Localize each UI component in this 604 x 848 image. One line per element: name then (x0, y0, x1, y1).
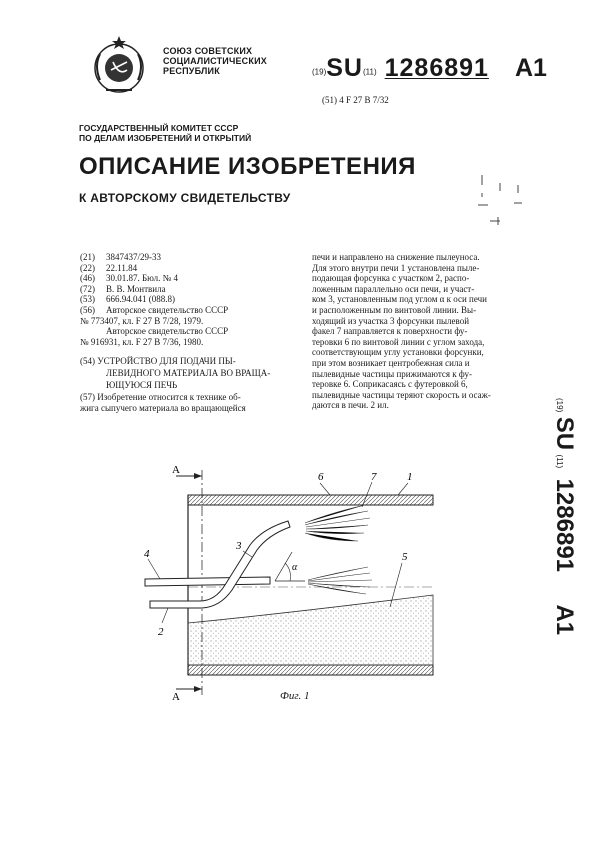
abstract-line: ком 3, установленным под углом α к оси печи (312, 294, 487, 305)
label-1: 1 (407, 471, 413, 483)
committee-line: ПО ДЕЛАМ ИЗОБРЕТЕНИЙ И ОТКРЫТИЙ (79, 133, 252, 143)
country-code: SU (551, 416, 578, 451)
abstract-line: ходящий из участка 3 форсунки пылевой (312, 315, 470, 326)
abstract-line: факел 7 направляется к поверхности фу- (312, 326, 468, 337)
label-6: 6 (318, 471, 324, 483)
org-line: СОЮЗ СОВЕТСКИХ (163, 46, 253, 56)
dust-jet-lower (308, 567, 372, 594)
abstract-start-line: (57) Изобретение относится к технике об- (80, 392, 241, 403)
inid-code: (53) (80, 294, 95, 305)
udc-code: 666.94.041 (088.8) (106, 294, 175, 305)
abstract-line: Для этого внутри печи 1 установлена пыле- (312, 262, 480, 273)
country-code: SU (326, 54, 363, 82)
kind-code: A1 (514, 54, 547, 82)
patent-number-block (312, 54, 547, 83)
abstract-line: даются в печи. 2 ил. (312, 400, 389, 411)
inid-11: (11) (555, 454, 564, 469)
abstract-line: теровки 6 по винтовой линии с углом захода, (312, 336, 485, 347)
lining-top (188, 495, 433, 505)
registration-marks (470, 173, 540, 233)
abstract-line: ложенным параллельно оси печи, и участ- (312, 283, 475, 294)
section-label-top: A (172, 464, 180, 476)
org-line: РЕСПУБЛИК (163, 66, 220, 76)
nozzle-section-2-3 (150, 521, 290, 608)
bibliographic-data (80, 252, 308, 414)
abstract-line: при этом возникает центробежная сила и (312, 357, 470, 368)
invention-title-line: (54) УСТРОЙСТВО ДЛЯ ПОДАЧИ ПЫ- (80, 356, 236, 367)
cited-reference: Авторское свидетельство СССР (106, 326, 229, 337)
document-title: ОПИСАНИЕ ИЗОБРЕТЕНИЯ (79, 153, 416, 180)
patent-number: 1286891 (551, 478, 578, 573)
inid-code: (72) (80, 283, 95, 294)
inventor: В. В. Монтвила (106, 283, 166, 294)
section-label-bottom: A (172, 691, 180, 703)
label-4: 4 (144, 548, 150, 560)
cited-reference: № 916931, кл. F 27 B 7/36, 1980. (80, 336, 204, 347)
label-2: 2 (158, 626, 164, 638)
org-line: СОЦИАЛИСТИЧЕСКИХ (163, 56, 267, 66)
abstract-line: соответствующим углу установки форсунки, (312, 347, 484, 358)
committee-line: ГОСУДАРСТВЕННЫЙ КОМИТЕТ СССР (79, 123, 239, 133)
inid-19: (19) (312, 67, 327, 77)
abstract-text (312, 252, 544, 411)
inid-code: (46) (80, 273, 95, 284)
invention-title-line: ЛЕВИДНОГО МАТЕРИАЛА ВО ВРАЩА- (106, 368, 271, 379)
cited-reference: Авторское свидетельство СССР (106, 304, 229, 315)
label-5: 5 (402, 551, 408, 563)
committee-name (79, 123, 251, 143)
label-3: 3 (236, 540, 242, 552)
filing-date: 22.11.84 (106, 262, 138, 273)
abstract-line: теровке 6. Соприкасаясь с футеровкой 6, (312, 379, 468, 390)
inid-11: (11) (362, 67, 377, 77)
patent-number: 1286891 (384, 54, 489, 82)
abstract-line: пылевидные частицы теряют скорость и осаж- (312, 389, 491, 400)
country-org-name (163, 46, 267, 76)
invention-title-line: ЮЩУЮСЯ ПЕЧЬ (106, 380, 178, 391)
abstract-line: подающая форсунка с участком 2, распо- (312, 273, 470, 284)
ipc-classification: (51) 4 F 27 B 7/32 (322, 95, 389, 105)
application-number: 3847437/29-33 (106, 252, 161, 262)
abstract-line: печи и направлено на снижение пылеуноса. (312, 252, 480, 262)
inid-code: (22) (80, 262, 95, 273)
state-emblem-icon (86, 32, 152, 98)
invention-title (80, 355, 308, 391)
inid-code: (21) (80, 252, 95, 262)
publication-date: 30.01.87. Бюл. № 4 (106, 273, 178, 284)
abstract-start-line: жига сыпучего материала во вращающейся (80, 402, 246, 413)
figure-caption: Фиг. 1 (280, 690, 310, 702)
dust-jet-upper (305, 505, 370, 541)
document-subtitle: К АВТОРСКОМУ СВИДЕТЕЛЬСТВУ (79, 191, 291, 205)
angle-alpha-label: α (292, 562, 298, 573)
inid-code: (56) (80, 304, 95, 315)
label-7: 7 (371, 471, 377, 483)
kiln-figure (140, 455, 460, 725)
inid-19: (19) (555, 398, 564, 413)
abstract-line: пылевидные частицы прижимаются к фу- (312, 368, 473, 379)
nozzle-section-4 (145, 577, 270, 586)
side-patent-number (540, 398, 590, 698)
lining-bottom (188, 665, 433, 675)
cited-reference: № 773407, кл. F 27 B 7/28, 1979. (80, 315, 204, 326)
kind-code: A1 (551, 604, 578, 636)
abstract-line: и расположенным по винтовой линии. Вы- (312, 304, 477, 315)
material-bed (188, 595, 433, 665)
